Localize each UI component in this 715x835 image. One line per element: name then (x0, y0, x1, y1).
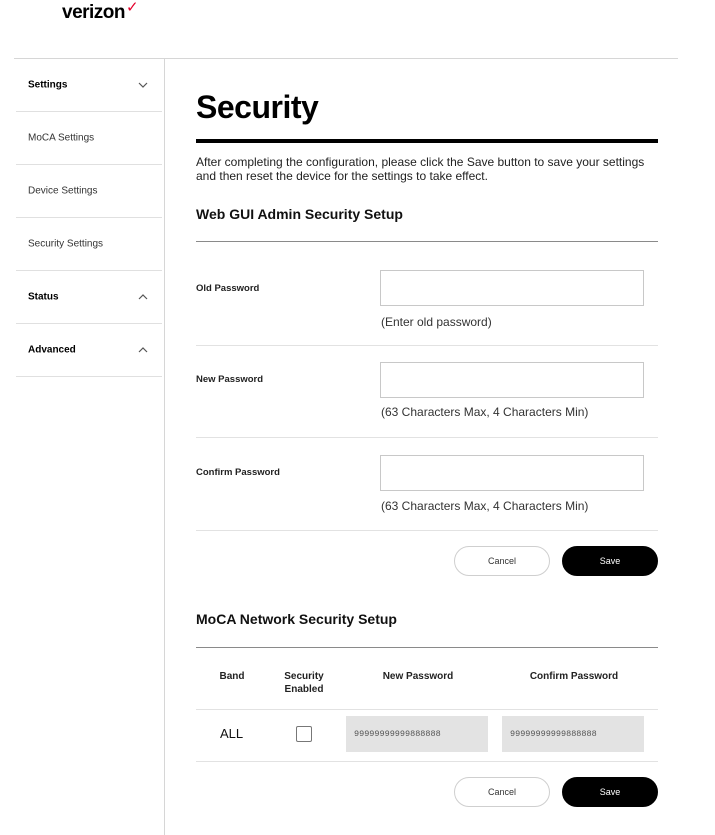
sidebar-item-advanced[interactable] (16, 324, 162, 377)
moca-cancel-button[interactable]: Cancel (454, 777, 550, 807)
save-button[interactable]: Save (562, 546, 658, 576)
new-password-label: New Password (196, 374, 264, 385)
old-password-input[interactable] (380, 270, 644, 306)
title-divider (196, 139, 658, 143)
sidebar-item-moca-settings[interactable] (16, 112, 162, 165)
sidebar-item-status[interactable] (16, 271, 162, 324)
web-gui-security-heading: Web GUI Admin Security Setup (196, 206, 403, 222)
sidebar-item-label: Settings (28, 79, 68, 91)
page-title: Security (196, 89, 319, 125)
old-password-hint: (Enter old password) (381, 315, 492, 329)
moca-new-password-input[interactable]: 99999999999888888 (346, 716, 488, 752)
old-password-label: Old Password (196, 283, 260, 294)
chevron-up-icon (138, 344, 148, 356)
row-divider (196, 437, 658, 438)
sidebar-item-label: Device Settings (28, 185, 98, 197)
band-value: ALL (220, 726, 244, 741)
sidebar-item-label: MoCA Settings (28, 132, 95, 144)
sidebar-item-label: Security Settings (28, 238, 104, 250)
column-header-confirm-password: Confirm Password (529, 671, 619, 682)
sidebar-item-label: Status (28, 291, 59, 303)
section-divider (196, 241, 658, 242)
confirm-password-input[interactable] (380, 455, 644, 491)
chevron-up-icon (138, 291, 148, 303)
intro-text: After completing the configuration, please click the Save button to save your settings and then reset the device for the settings to take effect. (196, 155, 645, 183)
new-password-hint: (63 Characters Max, 4 Characters Min) (381, 405, 589, 419)
row-divider (196, 345, 658, 346)
checkmark-icon: ✓ (126, 0, 139, 16)
row-divider (196, 761, 658, 762)
new-password-input[interactable] (380, 362, 644, 398)
sidebar-item-settings[interactable] (16, 59, 162, 112)
sidebar-item-label: Advanced (28, 344, 76, 356)
chevron-down-icon (138, 79, 148, 91)
confirm-password-hint: (63 Characters Max, 4 Characters Min) (381, 499, 589, 513)
column-header-security-enabled: Security Enabled (284, 671, 324, 695)
sidebar-item-security-settings[interactable] (16, 218, 162, 271)
row-divider (196, 530, 658, 531)
brand-name: verizon (62, 2, 126, 23)
moca-save-button[interactable]: Save (562, 777, 658, 807)
verizon-logo[interactable] (62, 2, 137, 24)
moca-confirm-password-input[interactable]: 99999999999888888 (502, 716, 644, 752)
section-divider (196, 647, 658, 648)
table-header-divider (196, 709, 658, 710)
column-header-band: Band (219, 671, 245, 682)
confirm-password-label: Confirm Password (196, 467, 280, 478)
security-enabled-checkbox[interactable] (296, 726, 312, 742)
cancel-button[interactable]: Cancel (454, 546, 550, 576)
column-header-new-password: New Password (382, 671, 454, 682)
header (0, 0, 715, 58)
sidebar-item-device-settings[interactable] (16, 165, 162, 218)
moca-security-heading: MoCA Network Security Setup (196, 611, 397, 627)
